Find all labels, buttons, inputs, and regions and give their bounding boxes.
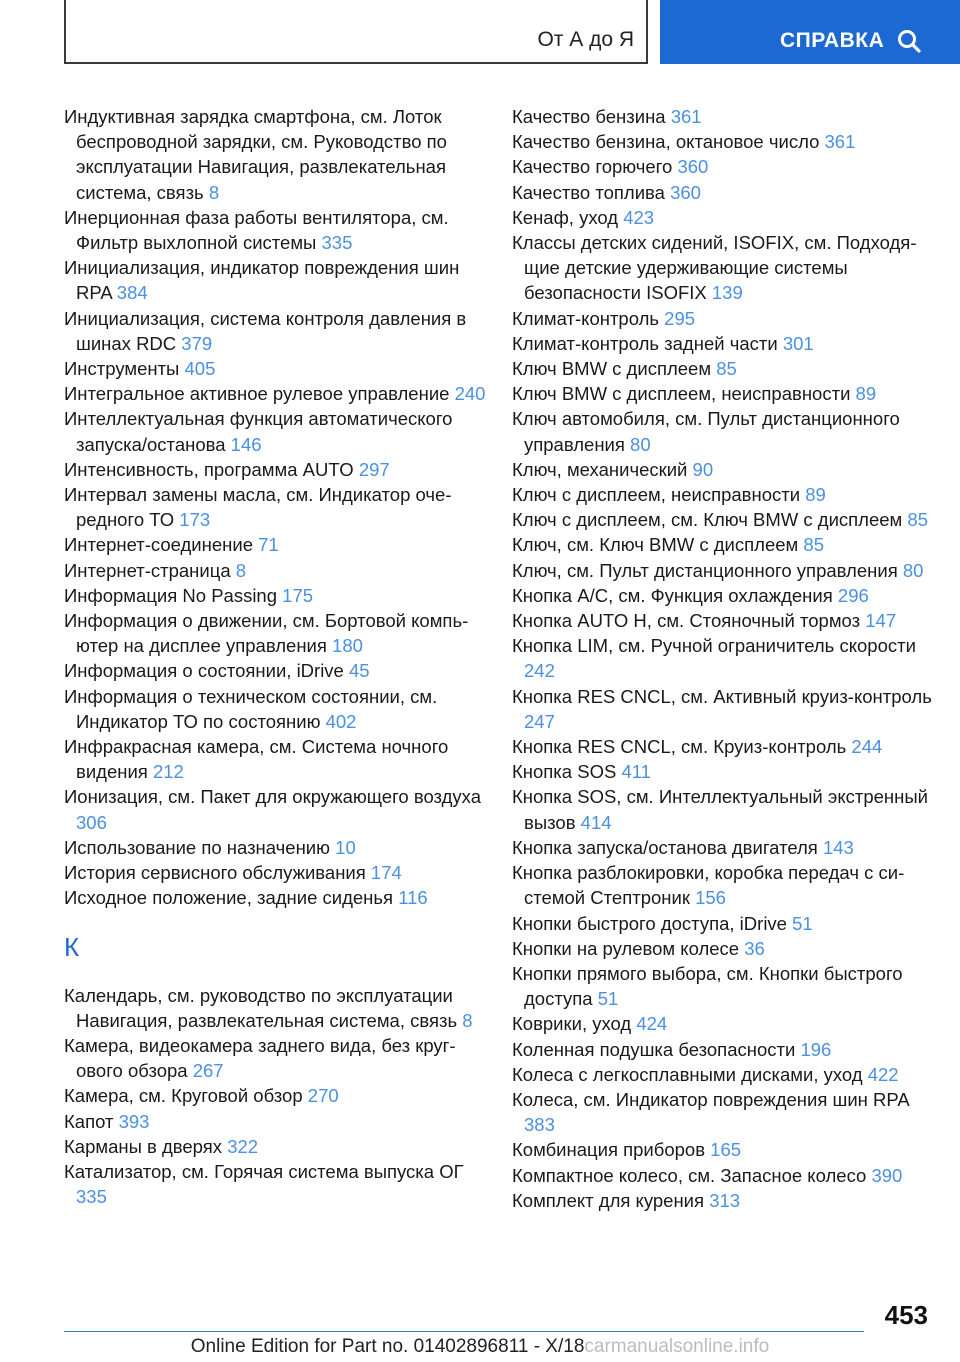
index-entry [64,784,494,834]
page-link[interactable]: 45 [349,660,370,682]
page-link[interactable]: 89 [805,484,826,506]
index-entry-text: Кнопка SOS [512,761,617,783]
index-entry-text: Информация No Passing [64,584,278,606]
index-entry-text: Качество бензина [512,106,666,127]
index-entry [64,457,494,482]
index-entry-text: Кенаф, уход [512,206,619,228]
index-entry-text: Качество топлива [512,181,665,203]
index-entry [512,608,932,633]
index-entry-text: Кнопка запуска/останова двигателя [512,836,818,858]
page-link[interactable]: 424 [636,1013,668,1035]
watermark: carmanualsonline.info [584,1336,770,1357]
index-entry [512,583,932,608]
index-entry-text: Инструменты [64,358,180,380]
index-entry-text: Кнопка A/C, см. Функция охлаждения [512,584,833,606]
page-link[interactable]: 322 [227,1135,259,1157]
index-entry [512,1188,932,1213]
index-list-k-continued [512,104,932,1213]
index-entry-text: Кнопка SOS, см. Интеллектуальный экстренный вызов [512,786,928,833]
page-link[interactable]: 8 [208,181,220,203]
index-entry-text: История сервисного обслуживания [64,862,366,884]
index-entry-text: Колеса, см. Индикатор повреждения шин RPA [512,1088,909,1110]
page-link[interactable]: 143 [822,836,854,858]
index-entry [64,356,494,381]
index-entry [64,1159,494,1209]
index-entry [512,306,932,331]
index-entry [64,684,494,734]
index-entry [64,532,494,557]
page-link[interactable]: 335 [321,232,353,254]
index-entry [512,532,932,557]
tab-a-to-z-label: От А до Я [537,28,634,51]
index-entry-text: Кнопка RES CNCL, см. Активный круиз-контроль [512,685,932,707]
index-entry [64,658,494,683]
page-link[interactable]: 270 [307,1085,339,1107]
index-entry-text: Кнопка AUTO H, см. Стояночный тормоз [512,610,861,632]
index-entry [512,684,932,734]
index-entry [512,835,932,860]
index-entry [512,1062,932,1087]
page-link[interactable]: 414 [580,811,612,833]
section-letter: К [64,931,80,962]
index-entry [64,608,494,658]
footer-divider [64,1331,864,1332]
page-link[interactable]: 10 [335,836,356,858]
index-entry [64,381,494,406]
index-entry-text: Индуктивная зарядка смартфона, см. Лоток беспроводной зарядки, см. Руководство по эксплуатации Навигация, развлекательная система, связь [64,106,447,203]
index-entry-text: Ключ автомобиля, см. Пульт дистанционного управления [512,408,900,455]
page-link[interactable]: 51 [792,912,813,934]
page-link[interactable]: 85 [907,509,928,531]
index-entry [64,104,494,205]
page-link[interactable]: 156 [695,887,726,909]
index-entry [512,784,932,834]
page-link[interactable]: 89 [855,383,877,405]
index-entry [512,154,932,179]
index-entry-text: Климат-контроль задней части [512,332,778,354]
index-entry [512,1037,932,1062]
index-entry-text: Интегральное активное рулевое управление [64,383,450,405]
index-entry-text: Кнопки быстрого доступа, iDrive [512,912,787,934]
page-link[interactable]: 361 [824,131,856,153]
index-column-left [64,104,494,1209]
index-entry [512,759,932,784]
tab-help-label: СПРАВКА [780,29,885,52]
index-entry-text: Кнопка RES CNCL, см. Круиз-контроль [512,736,847,758]
index-entry [512,180,932,205]
page-link[interactable]: 212 [152,761,184,783]
index-entry [512,356,932,381]
index-entry-text: Комбинация приборов [512,1139,706,1161]
index-entry-text: Ключ с дисплеем, неисправности [512,484,801,506]
page-link[interactable]: 116 [398,887,428,909]
index-entry [512,507,932,532]
page-link[interactable]: 240 [454,383,486,405]
index-entry-text: Капот [64,1110,114,1132]
index-entry [512,129,932,154]
page-link[interactable]: 306 [76,811,107,833]
index-entry [64,1033,494,1083]
index-entry-text: Ключ BMW с дисплеем, неисправности [512,383,851,405]
page-link[interactable]: 361 [670,106,702,127]
footer-edition [0,1336,960,1358]
index-entry-text: Качество горючего [512,156,673,178]
index-entry-text: Инерционная фаза работы вентилятора, см. Фильтр выхлопной системы [64,206,449,254]
page-link[interactable]: 165 [710,1139,742,1161]
index-entry-text: Ключ BMW с дисплеем [512,358,712,380]
index-entry-text: Информация о состоянии, iDrive [64,660,344,682]
index-entry-text: Календарь, см. руководство по эксплуатации Навигация, развлекательная система, связь [64,984,458,1031]
page-link[interactable]: 147 [865,610,897,632]
index-entry [512,1163,932,1188]
index-entry-text: Камера, видеокамера заднего вида, без кругового обзора [64,1034,456,1082]
index-entry [512,911,932,936]
tab-a-to-z[interactable] [64,0,648,64]
index-entry [512,1011,932,1036]
index-entry-text: Интенсивность, программа AUTO [64,458,354,480]
page-link[interactable]: 80 [902,559,924,581]
page-link[interactable]: 174 [370,862,402,884]
page-link[interactable]: 247 [524,710,555,732]
page-link[interactable]: 180 [332,635,363,657]
index-entry [64,406,494,456]
search-icon[interactable] [896,28,922,54]
index-entry-text: Ионизация, см. Пакет для окружающего воздуха [64,786,481,808]
index-entry-text: Коврики, уход [512,1013,632,1035]
page-link[interactable]: 411 [621,761,651,783]
index-column-right [512,104,932,1213]
index-entry-text: Ключ, см. Ключ BMW с дисплеем [512,534,799,556]
page-link[interactable]: 175 [282,584,314,606]
page-link[interactable]: 384 [116,282,148,304]
index-entry [64,306,494,356]
page-link[interactable]: 296 [837,584,869,606]
index-entry-text: Интеллектуальная функция автоматического запуска/останова [64,408,453,455]
index-entry-text: Ключ, см. Пульт дистанционного управления [512,559,898,581]
index-entry [64,734,494,784]
index-entry [512,936,932,961]
page-link[interactable]: 295 [664,307,696,329]
index-entry [512,205,932,230]
index-entry-text: Инфракрасная камера, см. Система ночного видения [64,736,449,783]
index-entry-text: Ключ с дисплеем, см. Ключ BMW с дисплеем [512,509,903,531]
index-entry-text: Информация о движении, см. Бортовой компьютер на дисплее управления [64,610,469,657]
page-link[interactable]: 379 [181,332,213,354]
page-link[interactable]: 85 [716,358,737,380]
page-link[interactable]: 85 [803,534,824,556]
index-list-k [64,983,494,1210]
index-entry [64,205,494,255]
index-entry [512,104,932,129]
index-entry [512,961,932,1011]
index-entry-text: Качество бензина, октановое число [512,131,820,153]
page-link[interactable]: 244 [851,736,883,758]
index-entry-text: Интернет-соединение [64,534,253,556]
page-link[interactable]: 422 [867,1063,899,1085]
page-link[interactable]: 80 [630,433,651,455]
page-link[interactable]: 313 [709,1189,741,1211]
index-entry-text: Комплект для курения [512,1189,705,1211]
index-entry [64,835,494,860]
index-entry-text: Компактное колесо, см. Запасное колесо [512,1164,867,1186]
page-link[interactable]: 405 [184,358,216,380]
page-link[interactable]: 71 [258,534,279,556]
page-link[interactable]: 196 [800,1038,832,1060]
index-entry-text: Катализатор, см. Горячая система выпуска ОГ [64,1160,464,1182]
page-link[interactable]: 8 [235,559,247,581]
index-entry [64,1134,494,1159]
page-link[interactable]: 383 [524,1114,555,1136]
index-entry [64,885,494,910]
index-entry [64,482,494,532]
index-entry [64,983,494,1033]
index-entry [64,583,494,608]
page-number: 453 [884,1300,928,1330]
index-entry-text: Камера, см. Круговой обзор [64,1085,303,1107]
tab-help[interactable] [660,0,960,64]
index-entry-text: Интернет-страница [64,559,231,581]
index-entry-text: Климат-контроль [512,307,660,329]
page-link[interactable]: 51 [597,988,619,1010]
page-link[interactable]: 360 [670,181,701,203]
page-link[interactable]: 301 [782,332,814,354]
page-link[interactable]: 335 [76,1186,107,1208]
index-entry-text: Кнопка разблокировки, коробка передач с системой Стептроник [512,862,905,909]
page-link[interactable]: 173 [179,509,211,531]
page-link[interactable]: 267 [192,1060,224,1082]
page-link[interactable]: 242 [524,660,555,682]
index-entry [64,1083,494,1108]
index-entry [512,331,932,356]
index-entry [512,734,932,759]
index-entry-text: Ключ, механический [512,458,688,480]
index-entry [512,406,932,456]
index-entry-text: Кнопка LIM, см. Ручной ограничитель скорости [512,635,916,657]
index-entry [512,230,932,306]
index-entry-text: Исходное положение, задние сиденья [64,887,394,909]
index-entry-text: Классы детских сидений, ISOFIX, см. Подходящие детские удерживающие системы безопасности ISOFIX [512,232,917,304]
index-entry-text: Кнопки на рулевом колесе [512,937,740,959]
index-entry [512,860,932,910]
page-link[interactable]: 423 [623,206,655,228]
index-entry [512,482,932,507]
page-link[interactable]: 360 [677,156,709,178]
index-entry [512,1137,932,1162]
index-entry [512,633,932,683]
page-link[interactable]: 8 [462,1009,473,1031]
page-link[interactable]: 402 [325,710,357,732]
index-entry [64,860,494,885]
page-link[interactable]: 36 [744,937,765,959]
index-entry-text: Колеса с легкосплавными дисками, уход [512,1063,863,1085]
index-entry-text: Коленная подушка безопасности [512,1038,796,1060]
page-link[interactable]: 390 [871,1164,903,1186]
index-entry [512,381,932,406]
index-entry-text: Инициализация, система контроля давления в шинах RDC [64,307,467,354]
page-link[interactable]: 90 [692,458,714,480]
index-entry [64,558,494,583]
index-entry [512,558,932,583]
page-link[interactable]: 393 [118,1110,150,1132]
index-entry [512,1087,932,1137]
index-entry-text: Интервал замены масла, см. Индикатор очередного ТО [64,484,452,531]
page-link[interactable]: 146 [230,433,262,455]
index-entry-text: Информация о техническом состоянии, см. Индикатор ТО по состоянию [64,685,438,732]
index-list-i [64,104,494,911]
index-entry [64,255,494,305]
index-entry-text: Использование по назначению [64,836,331,858]
index-entry [64,1109,494,1134]
index-entry-text: Инициализация, индикатор повреждения шин RPA [64,257,460,304]
index-entry-text: Кнопки прямого выбора, см. Кнопки быстрого доступа [512,962,903,1010]
index-entry-text: Карманы в дверях [64,1135,223,1157]
page-link[interactable]: 139 [711,282,743,304]
index-entry [512,457,932,482]
edition-text: Online Edition for Part no. 01402896811 - X/18 [190,1336,585,1357]
page-link[interactable]: 297 [358,458,390,480]
